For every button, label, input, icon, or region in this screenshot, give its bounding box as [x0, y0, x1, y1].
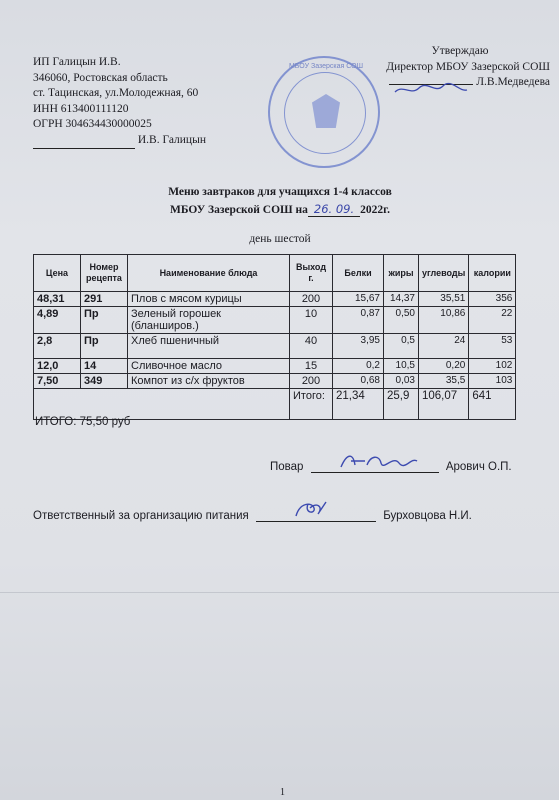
supplier-signature-blank: [33, 133, 135, 150]
table-row: [34, 307, 516, 334]
cell-recipe: Пр: [81, 334, 128, 359]
supplier-inn: ИНН 613400111120: [33, 102, 129, 115]
grand-total: ИТОГО: 75,50 руб: [35, 416, 131, 428]
cell-dish: Компот из с/х фруктов: [128, 374, 290, 389]
supplier-header: [33, 55, 273, 149]
cell-price: 2,8: [34, 334, 81, 359]
cell-price: 12,0: [34, 359, 81, 374]
responsible-signature-scribble: [256, 498, 376, 520]
page-number: 1: [280, 787, 285, 798]
cell-price: 48,31: [34, 292, 81, 307]
responsible-signature-line: [33, 508, 472, 522]
cell-proteins: 3,95: [333, 334, 384, 359]
cell-dish: Хлеб пшеничный: [128, 334, 290, 359]
header-carbs: углеводы: [419, 255, 469, 292]
cook-signature-scribble: [311, 449, 439, 471]
table-row: [34, 374, 516, 389]
responsible-signature-blank: [256, 508, 376, 522]
cell-output: 15: [290, 359, 333, 374]
header-fats: жиры: [384, 255, 419, 292]
cell-proteins: 15,67: [333, 292, 384, 307]
cell-recipe: 349: [81, 374, 128, 389]
director-position: Директор МБОУ Зазерской СОШ: [386, 60, 550, 73]
cell-dish: Сливочное масло: [128, 359, 290, 374]
table-total-row: [34, 389, 516, 420]
cell-carbs: 35,5: [419, 374, 469, 389]
cell-fats: 0,50: [384, 307, 419, 334]
cell-recipe: 291: [81, 292, 128, 307]
header-recipe: Номер рецепта: [81, 255, 128, 292]
cell-recipe: Пр: [81, 307, 128, 334]
approval-block: [330, 44, 550, 91]
header-dish: Наименование блюда: [128, 255, 290, 292]
table-row: [34, 359, 516, 374]
cell-fats: 14,37: [384, 292, 419, 307]
cell-carbs: 24: [419, 334, 469, 359]
table-row: [34, 292, 516, 307]
cell-fats: 10,5: [384, 359, 419, 374]
cell-fats: 0,03: [384, 374, 419, 389]
director-signature-blank: [389, 84, 473, 85]
approve-label: Утверждаю: [431, 45, 489, 57]
cell-price: 4,89: [34, 307, 81, 334]
cell-proteins: 0,68: [333, 374, 384, 389]
cook-signature-blank: [311, 459, 439, 473]
cell-kcal: 356: [469, 292, 516, 307]
cell-output: 200: [290, 374, 333, 389]
menu-title: Меню завтраков для учащихся 1-4 классов: [168, 186, 392, 198]
cell-recipe: 14: [81, 359, 128, 374]
total-carbs: 106,07: [419, 389, 469, 420]
cell-carbs: 0,20: [419, 359, 469, 374]
cell-dish: Плов с мясом курицы: [128, 292, 290, 307]
menu-table: [33, 254, 516, 420]
stamp-text: МБОУ Зазерская СОШ: [288, 63, 364, 70]
cell-proteins: 0,2: [333, 359, 384, 374]
menu-date: 26. 09.: [308, 202, 360, 217]
cell-kcal: 53: [469, 334, 516, 359]
table-row: [34, 334, 516, 359]
total-kcal: 641: [469, 389, 516, 420]
supplier-address-street: ст. Тацинская, ул.Молодежная, 60: [33, 87, 199, 99]
cell-output: 10: [290, 307, 333, 334]
cell-carbs: 35,51: [419, 292, 469, 307]
responsible-label: Ответственный за организацию питания: [33, 510, 249, 522]
cell-kcal: 22: [469, 307, 516, 334]
menu-subtitle-prefix: МБОУ Зазерской СОШ на: [170, 204, 308, 216]
cell-kcal: 103: [469, 374, 516, 389]
cook-name: Арович О.П.: [445, 461, 512, 473]
header-proteins: Белки: [333, 255, 384, 292]
supplier-signature-line: [33, 133, 273, 150]
cell-output: 200: [290, 292, 333, 307]
responsible-name: Бурховцова Н.И.: [383, 510, 472, 522]
menu-subtitle-suffix: 2022г.: [360, 204, 390, 216]
cell-proteins: 0,87: [333, 307, 384, 334]
supplier-name: ИП Галицын И.В.: [33, 56, 121, 68]
total-fats: 25,9: [384, 389, 419, 420]
cell-carbs: 10,86: [419, 307, 469, 334]
supplier-ogrn: ОГРН 304634430000025: [33, 118, 152, 130]
total-proteins: 21,34: [333, 389, 384, 420]
cell-dish: Зеленый горошек (бланширов.): [128, 307, 290, 334]
header-output: Выход г.: [290, 255, 333, 292]
director-name: Л.В.Медведева: [476, 76, 550, 88]
day-label: день шестой: [249, 233, 311, 245]
cell-price: 7,50: [34, 374, 81, 389]
cell-output: 40: [290, 334, 333, 359]
cell-fats: 0,5: [384, 334, 419, 359]
supplier-address-region: 346060, Ростовская область: [33, 71, 168, 84]
menu-subtitle: [110, 202, 450, 216]
director-signature-line: [330, 75, 550, 91]
table-header-row: [34, 255, 516, 292]
total-spacer: [34, 389, 290, 420]
director-signature-scribble: [389, 82, 473, 96]
total-label: Итого:: [290, 389, 333, 420]
header-kcal: калории: [469, 255, 516, 292]
cook-label: Повар: [270, 461, 304, 473]
paper-fold: [0, 592, 559, 593]
header-price: Цена: [34, 255, 81, 292]
supplier-signature-name: И.В. Галицын: [137, 133, 206, 146]
cell-kcal: 102: [469, 359, 516, 374]
cook-signature-line: [270, 459, 512, 473]
